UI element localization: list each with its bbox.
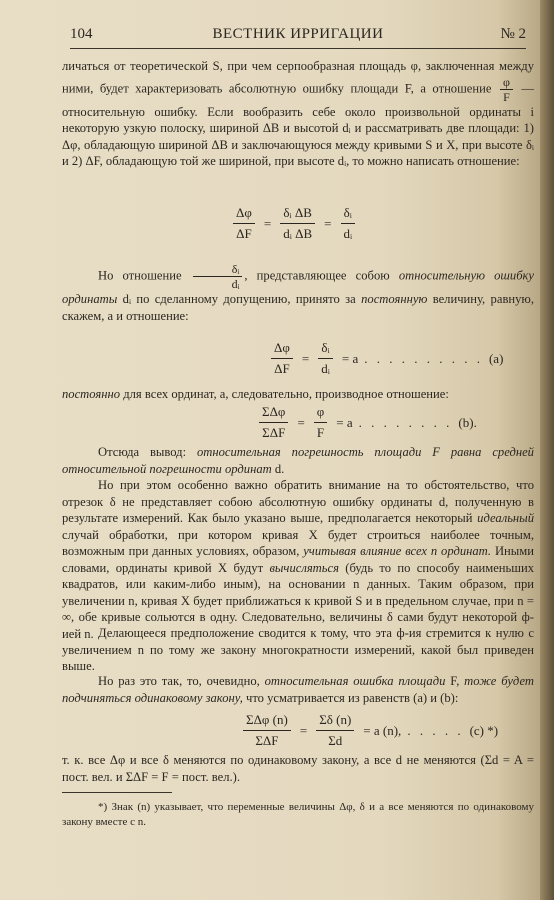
equation-label-c: (c) *) bbox=[469, 722, 499, 738]
para2-c: dᵢ по сделанному допущению, принято за bbox=[122, 292, 356, 306]
equals-sign: = bbox=[324, 215, 332, 231]
paragraph-4 bbox=[62, 444, 534, 477]
para5-a: Но при этом особенно важно обратить внимание на то обстоятельство, что отрезок δ не представляет собою абсолютную ошибку ординаты d, полученную в результате измерений. Как было указано выше, предполагается некоторый bbox=[62, 478, 534, 525]
leader-dots: . . . . . . . . bbox=[358, 414, 453, 430]
frac-den: ΔF bbox=[236, 226, 252, 241]
para3-text: для всех ординат, а, следовательно, производное отношение: bbox=[123, 387, 449, 401]
frac-3a bbox=[256, 404, 291, 441]
frac-den: dᵢ bbox=[321, 361, 330, 376]
frac-den: ΣΔF bbox=[262, 425, 286, 440]
equals-sign: = bbox=[263, 215, 272, 231]
frac-num: Δφ bbox=[271, 340, 293, 359]
para7-c: что усматривается из равенств (a) и (b): bbox=[246, 690, 459, 705]
paragraph-3 bbox=[62, 386, 534, 403]
para7-italic-2: тоже будет подчиняться одинаковому закону, bbox=[62, 674, 534, 705]
equals-sign: = bbox=[301, 350, 310, 366]
para7-b: F, bbox=[450, 674, 460, 688]
para7-italic-1: относительная ошибка площади bbox=[264, 674, 446, 688]
frac-1b bbox=[277, 205, 318, 242]
footnote-text: *) Знак (n) указывает, что переменные величины Δφ, δ и a все меняются по одинаковому закону вместе с n. bbox=[62, 801, 534, 828]
inline-frac-num: φ bbox=[500, 75, 513, 90]
inline-frac-den: F bbox=[503, 89, 510, 104]
page-header bbox=[70, 22, 526, 49]
paragraph-7 bbox=[62, 673, 534, 706]
para1-end: — относительную ошибку. Если вообразить себе около произвольной ординаты i некоторую узкую полоску, шириной ΔB и высотой dᵢ и рассматривать две площади: 1) Δφ, обладающую шириной ΔB и заключающуюся между кривыми S и X, при высоте δᵢ и 2) ΔF, обладающую той же шириной, при высоте dᵢ, то можно написать отношение: bbox=[62, 80, 534, 168]
frac-den: dᵢ bbox=[343, 226, 353, 241]
inline-fraction-phi-f bbox=[500, 75, 513, 104]
equation-label-b: (b). bbox=[458, 414, 477, 430]
paragraph-2 bbox=[62, 262, 534, 324]
para4-b: d. bbox=[274, 461, 285, 476]
frac-3b bbox=[311, 404, 331, 441]
para2-italic-1: относительную ошибку ординаты bbox=[62, 268, 535, 306]
footnote-divider bbox=[62, 792, 172, 793]
formula-1 bbox=[230, 205, 358, 242]
para2-italic-2: постоянную bbox=[361, 292, 428, 306]
para8-text: т. к. все Δφ и все δ меняются по одинаковому закону, а все d не меняются (Σd = A = пост. вел. и ΣΔF = F = пост. вел.). bbox=[62, 753, 534, 784]
para5-b: случай обработки, при котором кривая X будет строиться наиболее точным, возможным при данных условиях, образом, bbox=[62, 527, 534, 558]
frac-4a bbox=[240, 712, 294, 749]
formula-3 bbox=[256, 404, 477, 441]
formula-rhs: = a (n), bbox=[363, 722, 402, 738]
para2-d: величину, равную, скажем, а и отношение: bbox=[62, 292, 534, 323]
equation-label-a: (a) bbox=[488, 350, 504, 366]
frac-2a bbox=[268, 340, 296, 377]
frac-den: dᵢ ΔB bbox=[283, 226, 313, 241]
frac-den: ΣΔF bbox=[255, 733, 279, 748]
para3-italic: постоянно bbox=[62, 387, 121, 401]
para4-a: Отсюда вывод: bbox=[98, 445, 187, 459]
para5-italic-1: идеальный bbox=[477, 511, 534, 525]
frac-1a bbox=[230, 205, 258, 242]
para6-text: Делающееся предположение сводится к тому, что эта ф-ия стремится к нулю с увеличением n по тому же закону многократности измерений, какой был приведен выше. bbox=[62, 626, 534, 673]
para5-d: (будь то по способу наименьших квадратов, или каким-либо иным), на основании n данных. Таким образом, при увеличении n, кривая X будет приближаться к кривой S и в предельном случае, при n = ∞, обе кривые сольются в одну. Следовательно, величины δ сами будут некоторой ф-ией n. bbox=[62, 560, 534, 641]
leader-dots: . . . . . bbox=[407, 722, 464, 738]
frac-4b bbox=[313, 712, 357, 749]
frac-1c bbox=[337, 205, 358, 242]
inline-frac-num: δᵢ bbox=[193, 262, 243, 277]
page-number: 104 bbox=[70, 26, 93, 42]
para2-a: Но отношение bbox=[98, 268, 182, 283]
inline-fraction-delta-d bbox=[193, 262, 243, 291]
frac-num: φ bbox=[314, 404, 328, 423]
formula-rhs: = a bbox=[341, 350, 359, 366]
frac-num: δᵢ ΔB bbox=[280, 205, 315, 224]
paragraph-1 bbox=[62, 58, 534, 170]
para4-italic: относительная погрешность площади F равна средней относительной погрешности ординат bbox=[62, 445, 534, 476]
frac-den: ΔF bbox=[274, 361, 290, 376]
book-spine-edge bbox=[540, 0, 554, 900]
issue-number: № 2 bbox=[500, 26, 526, 42]
paragraph-5 bbox=[62, 477, 534, 642]
footnote bbox=[62, 800, 534, 830]
equals-sign: = bbox=[297, 414, 305, 430]
para1-start: личаться от теоретической S, при чем серпообразная площадь φ, заключенная между ними, будет характеризовать абсолютную ошибку площади F, а отношение bbox=[62, 59, 534, 95]
frac-num: δᵢ bbox=[318, 340, 332, 359]
frac-den: F bbox=[316, 425, 325, 440]
para7-a: Но раз это так, то, очевидно, bbox=[98, 674, 260, 688]
para2-b: , представляющее собою bbox=[244, 268, 390, 283]
para5-italic-3: вычисляться bbox=[269, 560, 339, 575]
frac-den: Σd bbox=[328, 733, 343, 748]
para5-italic-2: учитывая влияние всех n ординат. bbox=[303, 544, 492, 558]
formula-rhs: = a bbox=[336, 414, 353, 430]
frac-num: ΣΔφ (n) bbox=[243, 712, 291, 731]
para5-c: Иными словами, ординаты кривой X будут bbox=[62, 544, 534, 575]
frac-2b bbox=[315, 340, 336, 377]
frac-num: ΣΔφ bbox=[259, 404, 288, 423]
paragraph-8 bbox=[62, 752, 534, 785]
formula-2 bbox=[268, 340, 503, 377]
frac-num: Σδ (n) bbox=[316, 712, 354, 731]
leader-dots: . . . . . . . . . . bbox=[364, 350, 483, 366]
frac-num: Δφ bbox=[233, 205, 255, 224]
formula-4 bbox=[240, 712, 498, 749]
journal-title: ВЕСТНИК ИРРИГАЦИИ bbox=[212, 26, 384, 42]
frac-num: δᵢ bbox=[341, 205, 355, 224]
paragraph-6 bbox=[62, 625, 534, 675]
equals-sign: = bbox=[299, 722, 308, 738]
inline-frac-den: dᵢ bbox=[231, 277, 240, 291]
